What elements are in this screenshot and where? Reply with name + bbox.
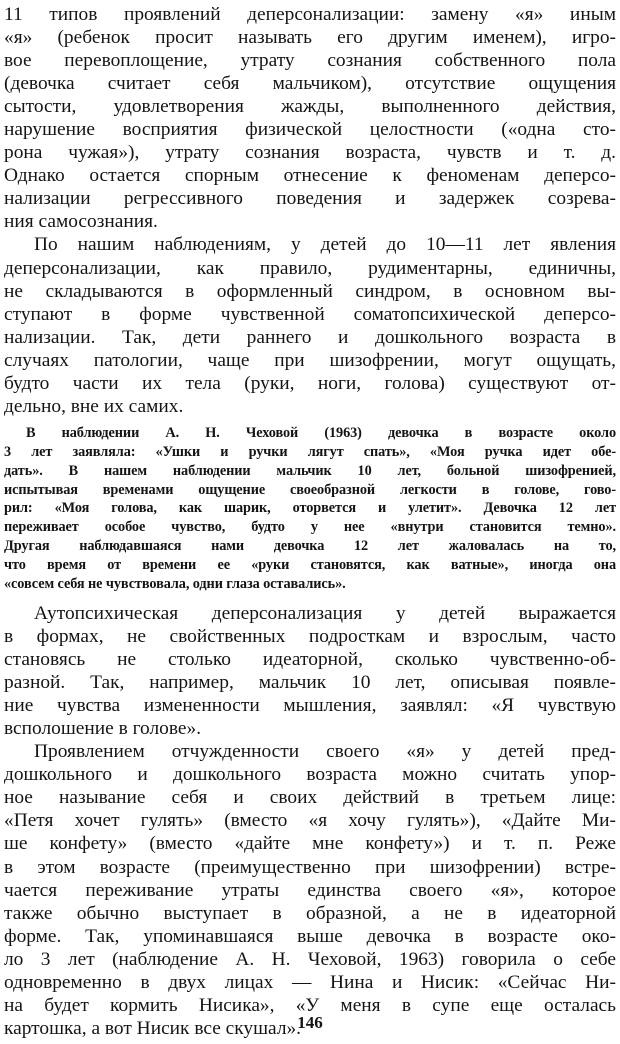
text-line: сытости, удовлетворения жажды, выполненного действия,	[4, 96, 616, 118]
text-line: дать». В нашем наблюдении мальчик 10 лет, больной шизофренией,	[4, 462, 616, 479]
text-line: В наблюдении А. Н. Чеховой (1963) девочка в возрасте около	[26, 424, 616, 441]
text-line: будто части их тела (руки, ноги, голова) существуют от-	[4, 372, 616, 394]
text-line: Аутопсихическая деперсонализация у детей выражается	[34, 603, 616, 624]
paragraph-1	[4, 3, 616, 233]
text-line: одновременно в двух лицах — Нина и Нисик: «Сейчас Ни-	[4, 971, 616, 993]
text-line: 11 типов проявлений деперсонализации: замену «я» иным	[4, 4, 616, 25]
text-line: ное называние себя и своих действий в третьем лице:	[4, 787, 616, 809]
text-line: случаях патологии, чаще при шизофрении, могут ощущать,	[4, 349, 616, 371]
text-line: также обычно выступает в образной, а не в идеаторной	[4, 902, 616, 924]
paragraph-3	[4, 602, 616, 740]
text-line: всполошение в голове».	[4, 718, 202, 740]
text-line: дельно, вне их самих.	[4, 395, 184, 417]
text-line: Другая наблюдавшаяся нами девочка 12 лет жаловалась на то,	[4, 538, 616, 555]
text-line: на будет кормить Нисика», «У меня в супе еще осталась	[4, 994, 616, 1016]
text-line: «я» (ребенок просит называть его другим именем), игро-	[4, 27, 616, 49]
text-line: (девочка считает себя мальчиком), отсутствие ощущения	[4, 73, 616, 95]
text-line: в формах, не свойственных подросткам и взрослым, часто	[4, 626, 616, 648]
text-line: дошкольного и дошкольного возраста можно считать упор-	[4, 764, 616, 786]
text-line: ше конфету» (вместо «дайте мне конфету») и т. п. Реже	[4, 833, 616, 855]
text-line: ния самосознания.	[4, 211, 158, 233]
text-line: ние чувства измененности мышления, заявлял: «Я чувствую	[4, 695, 616, 717]
text-line: вое перевоплощение, утрату сознания собственного пола	[4, 50, 616, 72]
text-line: форме. Так, упоминавшаяся выше девочка в возрасте око-	[4, 925, 616, 947]
text-line: переживает особое чувство, будто у нее «внутри становится темно».	[4, 519, 616, 536]
text-line: «совсем себя не чувствовала, одни глаза оставались».	[4, 576, 346, 593]
text-line: ступают в форме чувственной соматопсихической деперсо-	[4, 303, 616, 325]
text-line: нарушение восприятия физической целостности («одна сто-	[4, 119, 616, 141]
text-line: не складываются в оформленный синдром, в основном вы-	[4, 280, 616, 302]
text-line: Проявлением отчужденности своего «я» у детей пред-	[34, 741, 616, 763]
text-line: «Петя хочет гулять» (вместо «я хочу гулять»), «Дайте Ми-	[4, 810, 616, 832]
text-line: нализации. Так, дети раннего и дошкольного возраста в	[4, 326, 616, 348]
text-line: По нашим наблюдениям, у детей до 10—11 лет явления	[34, 234, 616, 256]
text-line: рил: «Моя голова, как шарик, оторвется и улетит». Девочка 12 лет	[4, 500, 616, 517]
case-observations-smallprint	[4, 424, 616, 594]
text-line: разной. Так, например, мальчик 10 лет, описывая появле-	[4, 672, 616, 694]
text-line: Однако остается спорным отнесение к феноменам деперсо-	[4, 165, 616, 187]
text-line: становясь не столько идеаторной, сколько чувственно-об-	[4, 649, 616, 671]
paragraph-2	[4, 233, 616, 417]
text-line: что время от времени ее «руки становятся, как ватные», иногда она	[4, 557, 616, 574]
text-line: в этом возрасте (преимущественно при шизофрении) встре-	[4, 856, 616, 878]
text-line: деперсонализации, как правило, рудиментарны, единичны,	[4, 257, 616, 279]
text-line: испытывая временами ощущение своеобразной легкости в голове, гово-	[4, 481, 616, 498]
paragraph-4	[4, 740, 616, 1040]
text-line: чается переживание утраты единства своего «я», которое	[4, 879, 616, 901]
text-line: рона чужая»), утрату сознания возраста, чувств и т. д.	[4, 142, 616, 164]
page-number: 146	[297, 1013, 323, 1032]
text-line: 3 лет заявляла: «Ушки и ручки лягут спать», «Моя ручка идет обе-	[4, 443, 616, 460]
text-line: картошка, а вот Нисик все скушал».	[4, 1017, 302, 1039]
text-line: ло 3 лет (наблюдение А. Н. Чеховой, 1963) говорила о себе	[4, 948, 616, 970]
text-line: нализации регрессивного поведения и задержек созрева-	[4, 188, 616, 210]
